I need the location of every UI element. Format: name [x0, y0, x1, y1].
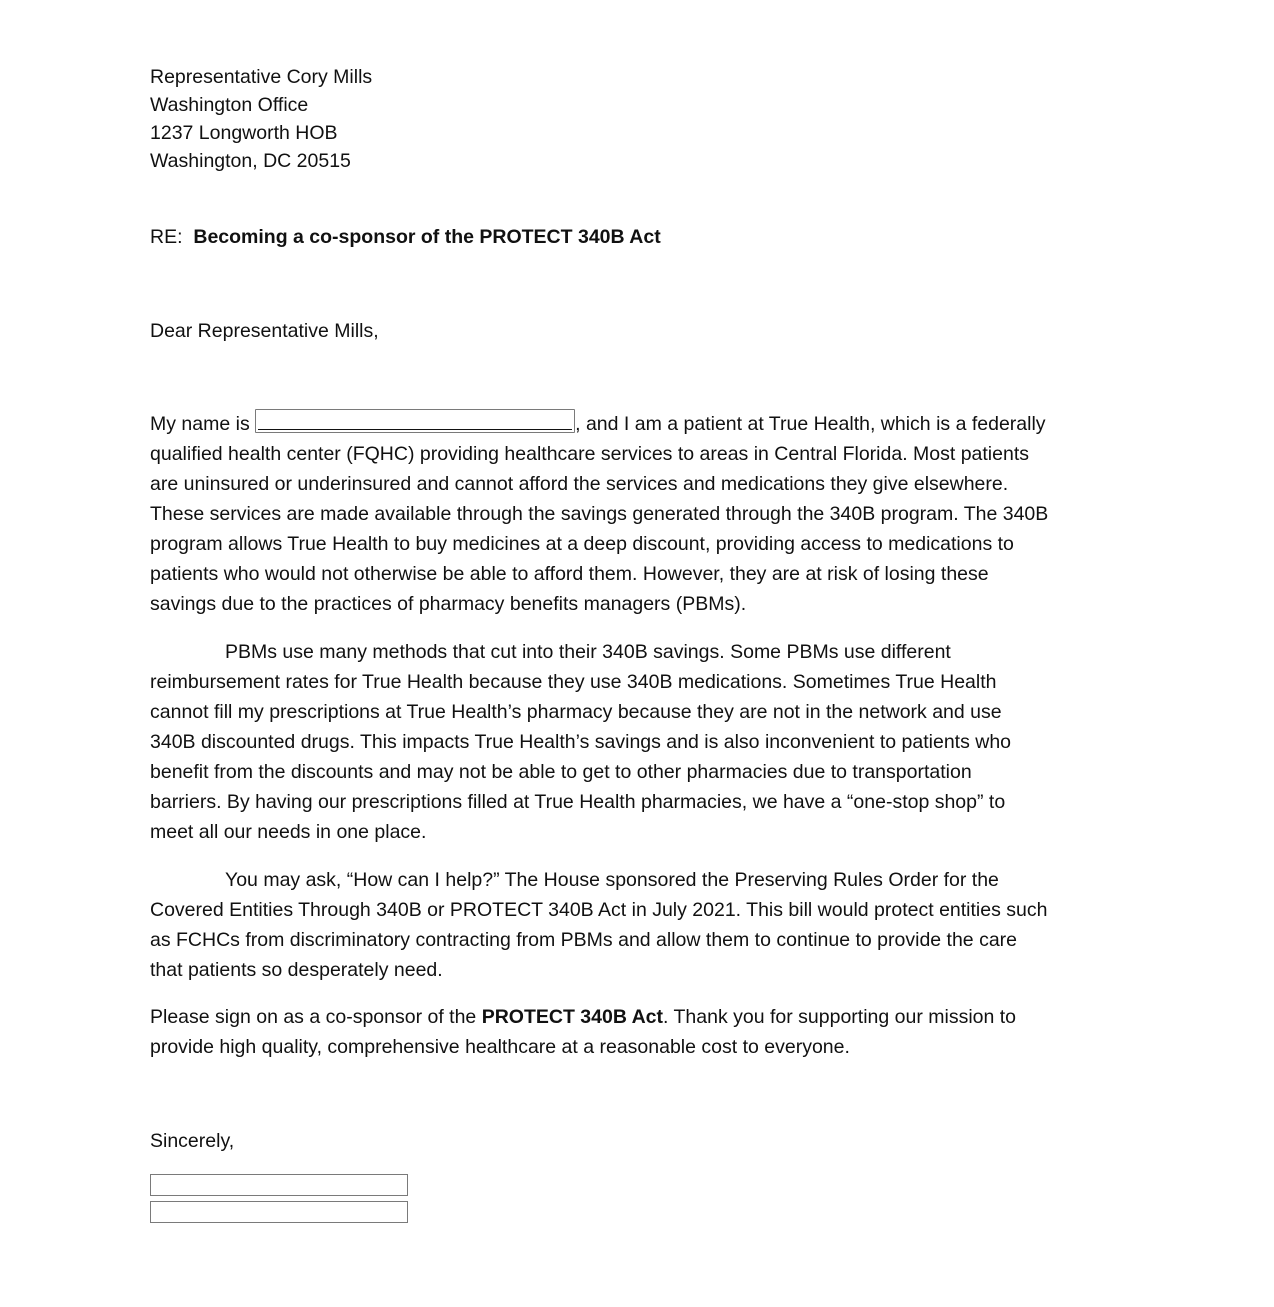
paragraph-1 — [150, 409, 1125, 619]
paragraph-1-line: qualified health center (FQHC) providing healthcare services to areas in Central Florida. Most patients — [150, 443, 1029, 465]
paragraph-1-line: are uninsured or underinsured and cannot afford the services and medications they give elsewhere. — [150, 473, 1009, 495]
paragraph-1-line: patients who would not otherwise be able to afford them. However, they are at risk of losing these — [150, 563, 989, 585]
paragraph-4-text: . Thank you for supporting our mission to — [663, 1006, 1017, 1028]
paragraph-4-line-2: provide high quality, comprehensive healthcare at a reasonable cost to everyone. — [150, 1036, 850, 1058]
recipient-city: Washington, DC 20515 — [150, 150, 351, 172]
paragraph-2-line: PBMs use many methods that cut into their 340B savings. Some PBMs use different — [225, 641, 951, 663]
recipient-street: 1237 Longworth HOB — [150, 122, 338, 144]
paragraph-4 — [150, 1002, 1125, 1062]
paragraph-2-line: benefit from the discounts and may not be able to get to other pharmacies due to transportation — [150, 761, 972, 783]
signature-name-field[interactable] — [150, 1174, 408, 1196]
paragraph-1-line: savings due to the practices of pharmacy benefits managers (PBMs). — [150, 593, 747, 615]
paragraph-3-line: Covered Entities Through 340B or PROTECT 340B Act in July 2021. This bill would protect entities such — [150, 899, 1048, 921]
name-lead-text: My name is — [150, 413, 250, 435]
bill-name-bold: PROTECT 340B Act — [481, 1006, 664, 1028]
salutation: Dear Representative Mills, — [150, 320, 379, 342]
paragraph-4-text: Please sign on as a co-sponsor of the — [150, 1006, 482, 1028]
closing: Sincerely, — [150, 1130, 235, 1152]
paragraph-3-line: You may ask, “How can I help?” The House sponsored the Preserving Rules Order for the — [225, 869, 999, 891]
name-trailing-text: , and I am a patient at True Health, which is a federally — [575, 413, 1046, 435]
recipient-name: Representative Cory Mills — [150, 66, 373, 88]
paragraph-2-line: reimbursement rates for True Health because they use 340B medications. Sometimes True Health — [150, 671, 997, 693]
name-input-field[interactable] — [255, 409, 575, 433]
subject-prefix: RE: — [150, 226, 183, 248]
paragraph-3 — [150, 865, 1125, 985]
paragraph-2-line: 340B discounted drugs. This impacts True Health’s savings and is also inconvenient to patients who — [150, 731, 1012, 753]
paragraph-3-line: that patients so desperately need. — [150, 959, 443, 981]
recipient-office: Washington Office — [150, 94, 309, 116]
subject-line — [150, 222, 661, 252]
subject-text: Becoming a co-sponsor of the PROTECT 340B Act — [193, 226, 661, 248]
paragraph-4-line-1 — [150, 1002, 1125, 1032]
paragraph-2-line: barriers. By having our prescriptions filled at True Health pharmacies, we have a “one-stop shop” to — [150, 791, 1006, 813]
paragraph-2-line: meet all our needs in one place. — [150, 821, 427, 843]
paragraph-3-line: as FCHCs from discriminatory contracting from PBMs and allow them to continue to provide the care — [150, 929, 1018, 951]
signature-address-field[interactable] — [150, 1201, 408, 1223]
paragraph-1-line-1 — [150, 409, 1125, 439]
paragraph-1-line: These services are made available through the savings generated through the 340B program. The 340B — [150, 503, 1049, 525]
paragraph-2 — [150, 637, 1125, 847]
paragraph-2-line: cannot fill my prescriptions at True Health’s pharmacy because they are not in the network and use — [150, 701, 1002, 723]
paragraph-1-line: program allows True Health to buy medicines at a deep discount, providing access to medications to — [150, 533, 1014, 555]
